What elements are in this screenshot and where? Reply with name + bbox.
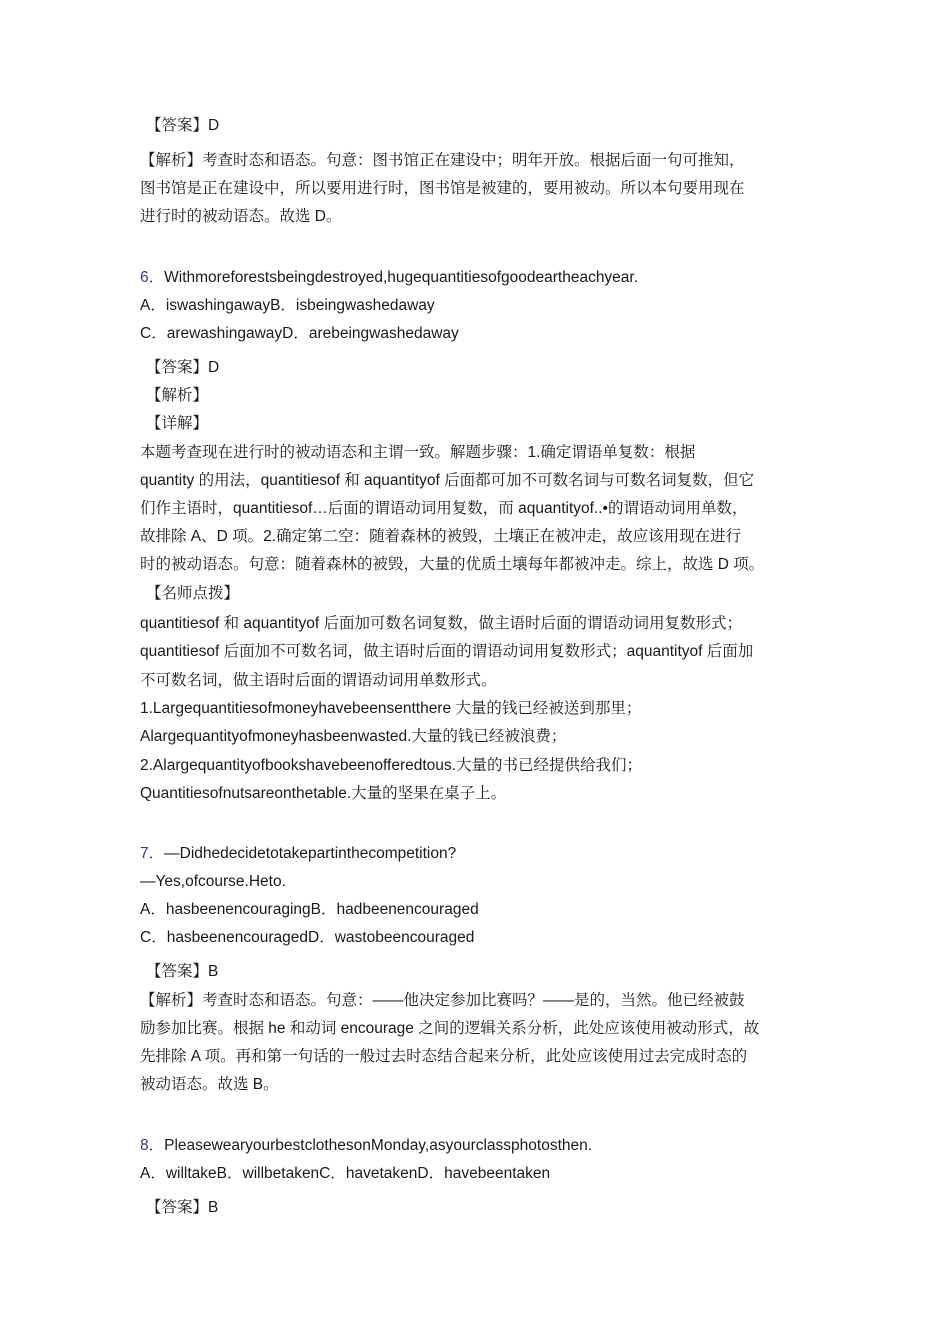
- q6-detail-line-1: 本题考查现在进行时的被动语态和主谓一致。解题步骤：1.确定谓语单复数：根据: [140, 444, 696, 461]
- q7-number: 7．: [140, 845, 165, 862]
- q7-stem-line-1: [140, 844, 456, 864]
- q6-tip-label: 【名师点拨】: [146, 585, 240, 602]
- q6-tip-example-3: 2.Alargequantityofbookshavebeenofferedtous.大量的书已经提供给我们；: [140, 757, 642, 774]
- q8-answer: 【答案】B: [146, 1199, 219, 1216]
- q6-options-ab: A．iswashingawayB．isbeingwashedaway: [140, 297, 435, 314]
- q6-analysis-label: 【解析】: [146, 387, 209, 404]
- q6-tip-example-2: Alargequantityofmoneyhasbeenwasted.大量的钱已经被浪费；: [140, 728, 567, 745]
- q7-analysis-line-2: 励参加比赛。根据 he 和动词 encourage 之间的逻辑关系分析，此处应该使用被动形式，故: [140, 1020, 760, 1037]
- q6-detail-label: 【详解】: [146, 415, 209, 432]
- q8-stem: PleasewearyourbestclothesonMonday,asyourclassphotosthen.: [164, 1137, 593, 1154]
- q6-tip-line-1: quantitiesof 和 aquantityof 后面加可数名词复数，做主语时后面的谓语动词用复数形式；: [140, 615, 743, 632]
- q7-answer: 【答案】B: [146, 963, 219, 980]
- q7-analysis-line-4: 被动语态。故选 B。: [140, 1076, 279, 1093]
- q6-stem: Withmoreforestsbeingdestroyed,hugequantitiesofgoodeartheachyear.: [164, 269, 639, 286]
- q5-analysis-line-3: 进行时的被动语态。故选 D。: [140, 208, 342, 225]
- q8-stem-line: [140, 1136, 592, 1156]
- q5-analysis-line-1: 【解析】考查时态和语态。句意：图书馆正在建设中；明年开放。根据后面一句可推知，: [140, 152, 745, 169]
- q6-stem-line: [140, 268, 638, 288]
- q7-options-ab: A．hasbeenencouragingB．hadbeenencouraged: [140, 901, 479, 918]
- q6-detail-line-2: quantity 的用法，quantitiesof 和 aquantityof 后面都可加不可数名词与可数名词复数，但它: [140, 472, 755, 489]
- q6-tip-line-3: 不可数名词，做主语时后面的谓语动词用单数形式。: [140, 672, 497, 689]
- q6-detail-line-4: 故排除 A、D 项。2.确定第二空：随着森林的被毁，土壤正在被冲走，故应该用现在进行: [140, 528, 742, 545]
- q7-stem-line-2: —Yes,ofcourse.Heto.: [140, 873, 286, 890]
- q6-tip-example-4: Quantitiesofnutsareonthetable.大量的坚果在桌子上。: [140, 785, 507, 802]
- q5-analysis-line-2: 图书馆是正在建设中，所以要用进行时，图书馆是被建的，要用被动。所以本句要用现在: [140, 180, 745, 197]
- q6-number: 6．: [140, 269, 165, 286]
- q6-detail-line-3: 们作主语时，quantitiesof…后面的谓语动词用复数，而 aquantityof..•的谓语动词用单数，: [140, 500, 748, 517]
- q6-options-cd: C．arewashingawayD．arebeingwashedaway: [140, 325, 459, 342]
- q7-stem-1: —Didhedecidetotakepartinthecompetition?: [164, 845, 457, 862]
- q6-detail-line-5: 时的被动语态。句意：随着森林的被毁，大量的优质土壤每年都被冲走。综上，故选 D 项。: [140, 556, 765, 573]
- q7-analysis-line-3: 先排除 A 项。再和第一句话的一般过去时态结合起来分析，此处应该使用过去完成时态的: [140, 1048, 748, 1065]
- q8-number: 8．: [140, 1137, 165, 1154]
- q7-options-cd: C．hasbeenencouragedD．wastobeencouraged: [140, 929, 475, 946]
- q6-tip-line-2: quantitiesof 后面加不可数名词，做主语时后面的谓语动词用复数形式；aquantityof 后面加: [140, 643, 754, 660]
- q8-options: A．willtakeB．willbetakenC．havetakenD．havebeentaken: [140, 1165, 551, 1182]
- q7-analysis-line-1: 【解析】考查时态和语态。句意：——他决定参加比赛吗？——是的，当然。他已经被鼓: [140, 992, 745, 1009]
- q6-answer: 【答案】D: [146, 359, 220, 376]
- q5-answer: 【答案】D: [146, 117, 220, 134]
- q6-tip-example-1: 1.Largequantitiesofmoneyhavebeensentthere 大量的钱已经被送到那里；: [140, 700, 642, 717]
